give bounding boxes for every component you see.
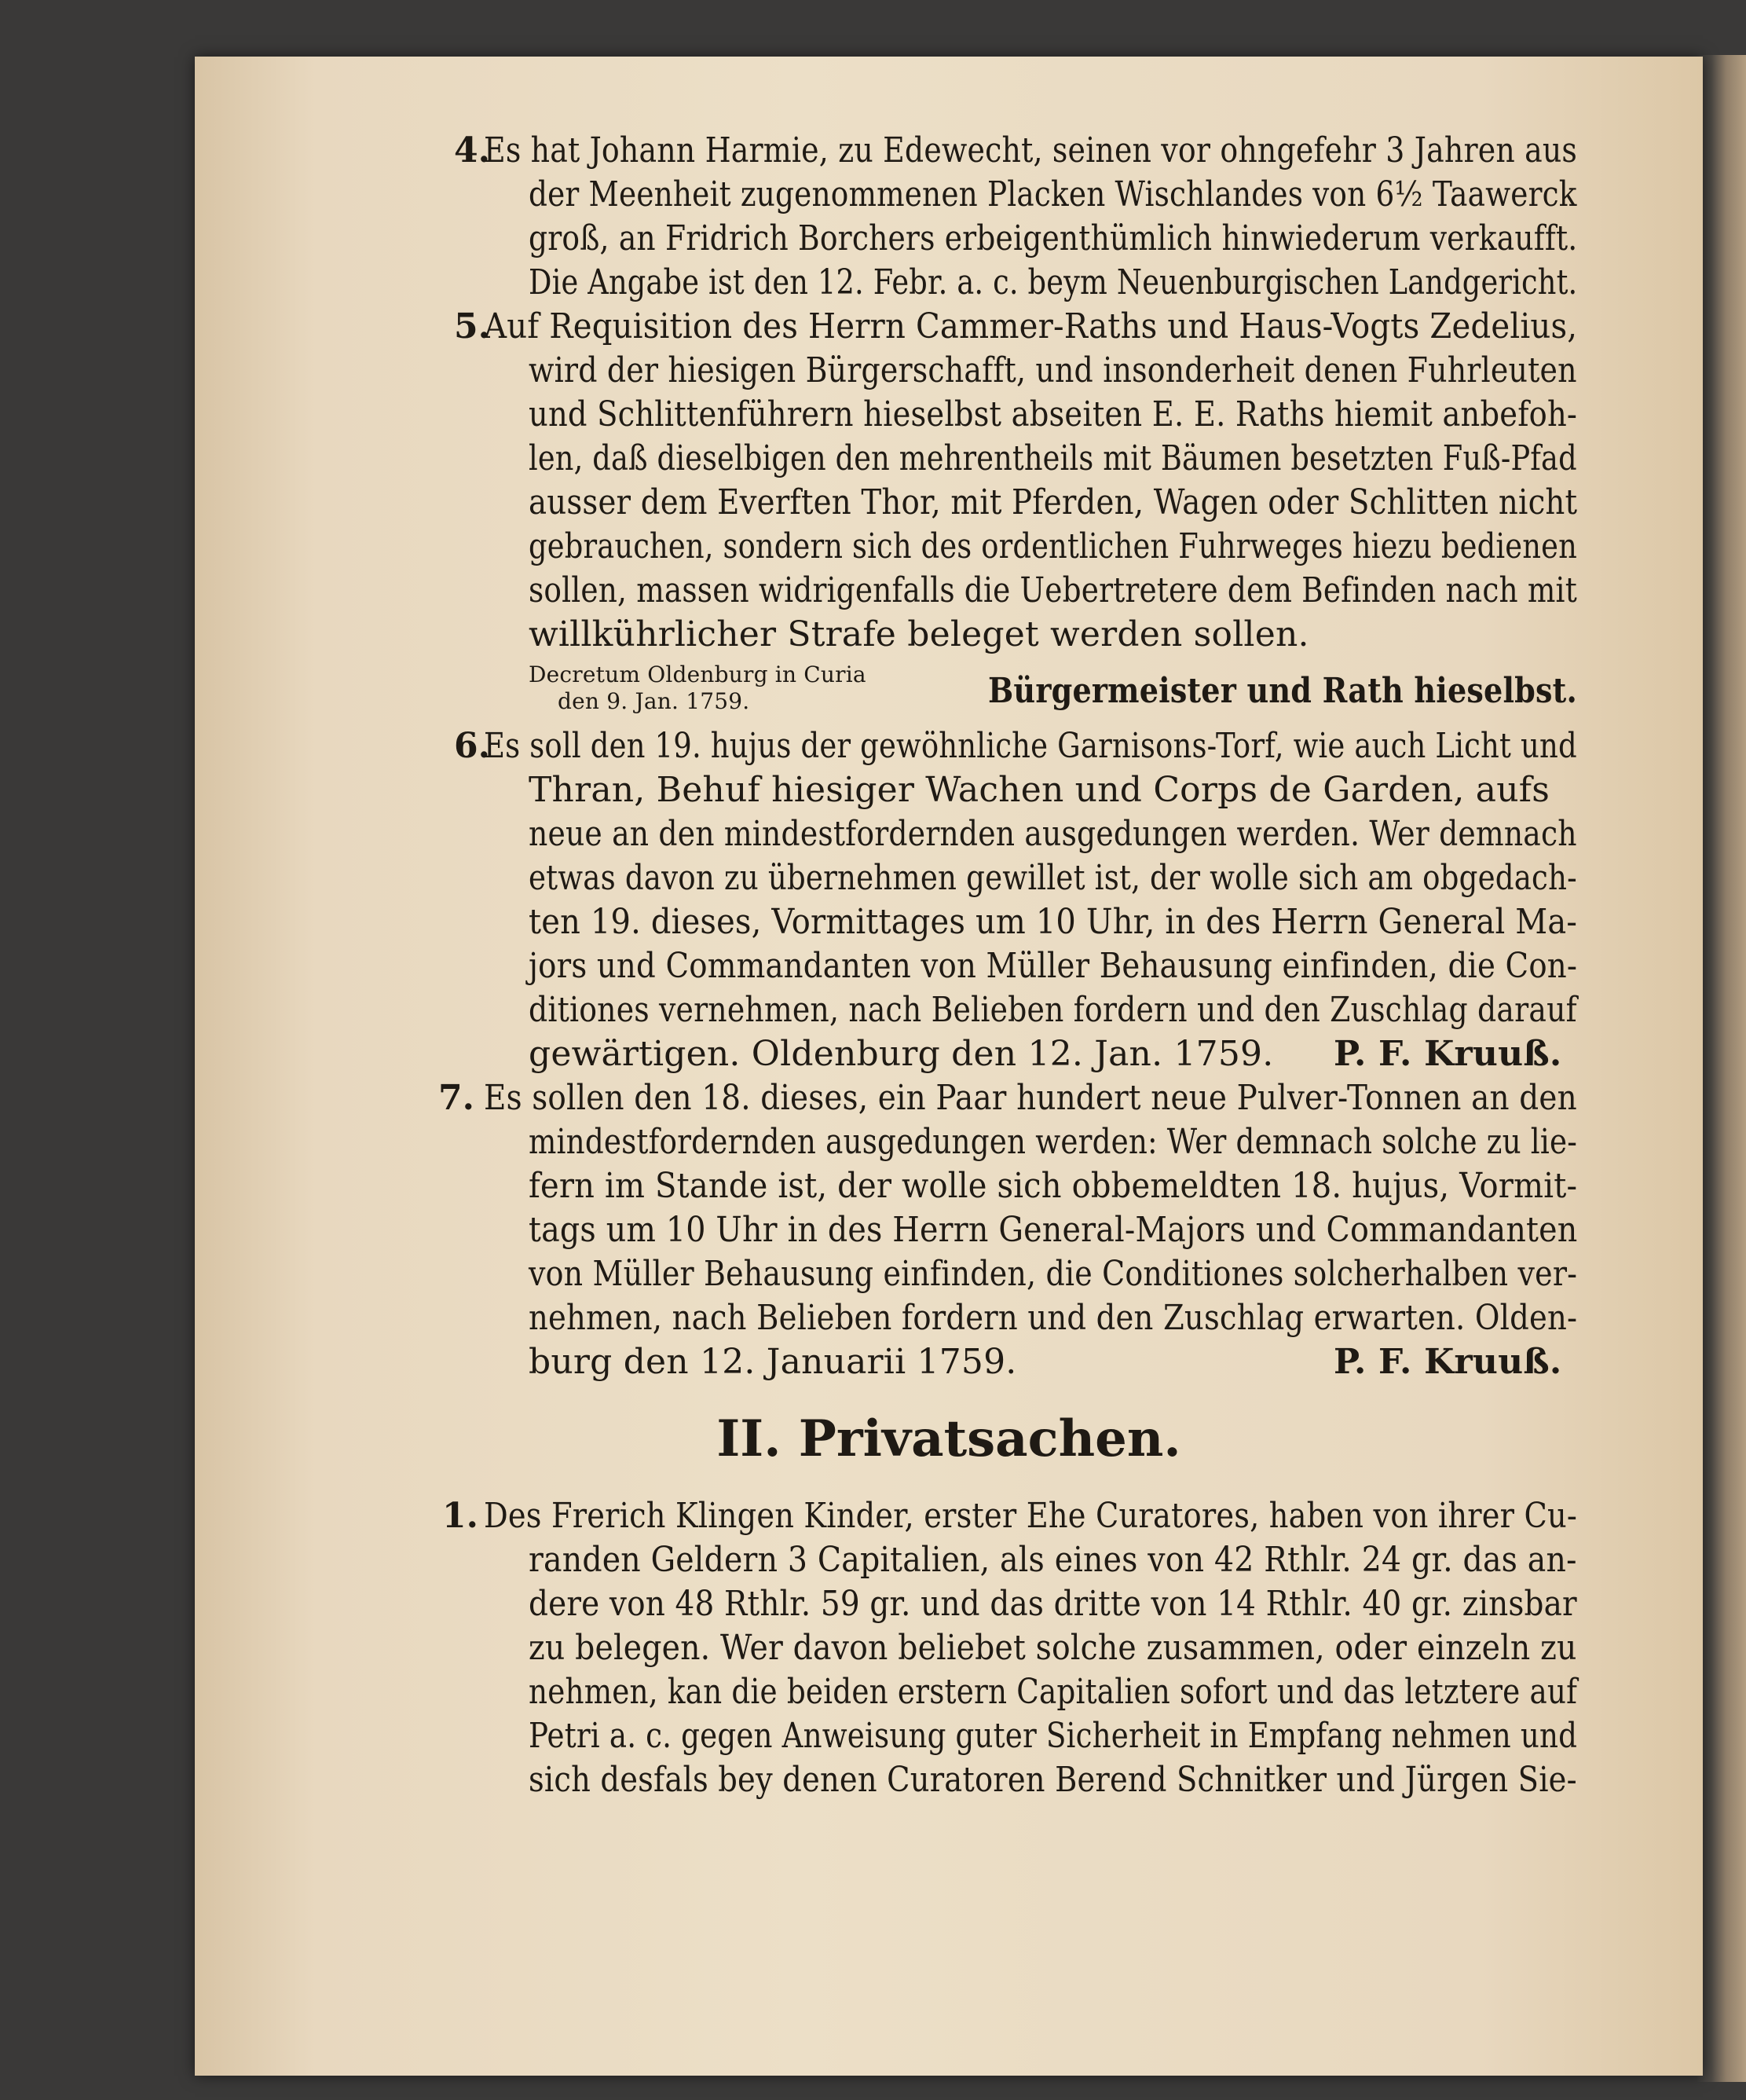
item-number: 4. (454, 130, 490, 170)
page-text (195, 57, 1703, 2076)
item6-line4: etwas davon zu übernehmen gewillet ist, der wolle sich am obgedach- (529, 858, 1577, 898)
item5-line1: Auf Requisition des Herrn Cammer-Raths und Haus-Vogts Zedelius, (484, 306, 1578, 346)
item5-line3: und Schlittenführern hieselbst abseiten E. E. Raths hiemit anbefoh- (529, 394, 1578, 434)
private-item1-line6: Petri a. c. gegen Anweisung guter Sicherheit in Empfang nehmen und (529, 1716, 1578, 1756)
private-item1-line2: randen Geldern 3 Capitalien, als eines von 42 Rthlr. 24 gr. das an- (529, 1540, 1577, 1580)
signature-kruuss: P. F. Kruuß. (1334, 1342, 1562, 1382)
item5-line2: wird der hiesigen Bürgerschafft, und insonderheit denen Fuhrleuten (529, 350, 1577, 390)
document-page (195, 57, 1703, 2076)
private-item1-line5: nehmen, kan die beiden erstern Capitalien sofort und das letztere auf (529, 1672, 1578, 1712)
item6-line8: gewärtigen. Oldenburg den 12. Jan. 1759. (529, 1034, 1274, 1074)
item6-line6: jors und Commandanten von Müller Behausung einfinden, die Con- (529, 946, 1578, 986)
decretum-line1: Decretum Oldenburg in Curia (529, 662, 866, 687)
private-item1-line7: sich desfals bey denen Curatoren Berend Schnitker und Jürgen Sie- (529, 1760, 1577, 1800)
item-number: 1. (442, 1496, 478, 1536)
item5-line7: sollen, massen widrigenfalls die Uebertretere dem Befinden nach mit (529, 570, 1577, 610)
item7-line5: von Müller Behausung einfinden, die Conditiones solcherhalben ver- (529, 1254, 1578, 1294)
item7-line7: burg den 12. Januarii 1759. (529, 1342, 1017, 1382)
private-item1-line3: dere von 48 Rthlr. 59 gr. und das dritte von 14 Rthlr. 40 gr. zinsbar (529, 1584, 1577, 1624)
item6-line7: ditiones vernehmen, nach Belieben fordern und den Zuschlag darauf (529, 990, 1577, 1030)
decretum-line2: den 9. Jan. 1759. (558, 688, 750, 714)
next-page-edge (1697, 55, 1746, 2082)
item4-line4: Die Angabe ist den 12. Febr. a. c. beym Neuenburgischen Landgericht. (529, 262, 1578, 302)
signature-buergermeister: Bürgermeister und Rath hieselbst. (988, 671, 1577, 711)
item4-line1: Es hat Johann Harmie, zu Edewecht, seinen vor ohngefehr 3 Jahren aus (484, 130, 1578, 170)
item6-line3: neue an den mindestfordernden ausgedungen werden. Wer demnach (529, 814, 1577, 854)
item5-line4: len, daß dieselbigen den mehrentheils mit Bäumen besetzten Fuß-Pfad (529, 438, 1577, 478)
item7-line2: mindestfordernden ausgedungen werden: Wer demnach solche zu lie- (529, 1122, 1577, 1162)
item6-line5: ten 19. dieses, Vormittages um 10 Uhr, in des Herrn General Ma- (529, 902, 1578, 942)
item7-line6: nehmen, nach Belieben fordern und den Zuschlag erwarten. Olden- (529, 1298, 1578, 1338)
item-number: 6. (454, 726, 490, 766)
item4-line3: groß, an Fridrich Borchers erbeigenthümlich hinwiederum verkaufft. (529, 218, 1578, 258)
item-number: 5. (454, 306, 490, 346)
item7-line4: tags um 10 Uhr in des Herrn General-Majors und Commandanten (529, 1210, 1578, 1250)
signature-kruuss: P. F. Kruuß. (1334, 1034, 1562, 1074)
item6-line1: Es soll den 19. hujus der gewöhnliche Garnisons-Torf, wie auch Licht und (484, 726, 1577, 766)
item5-line8: willkührlicher Strafe beleget werden sollen. (529, 614, 1309, 654)
private-item1-line4: zu belegen. Wer davon beliebet solche zusammen, oder einzeln zu (529, 1628, 1577, 1668)
item5-line5: ausser dem Everften Thor, mit Pferden, Wagen oder Schlitten nicht (529, 482, 1578, 522)
item6-line2: Thran, Behuf hiesiger Wachen und Corps de Garden, aufs (529, 770, 1550, 810)
item7-line1: Es sollen den 18. dieses, ein Paar hundert neue Pulver-Tonnen an den (484, 1078, 1577, 1118)
item5-line6: gebrauchen, sondern sich des ordentlichen Fuhrweges hiezu bedienen (529, 526, 1577, 566)
section-heading: II. Privatsachen. (716, 1409, 1181, 1468)
private-item1-line1: Des Frerich Klingen Kinder, erster Ehe Curatores, haben von ihrer Cu- (484, 1496, 1577, 1536)
item4-line2: der Meenheit zugenommenen Placken Wischlandes von 6½ Taawerck (529, 174, 1577, 214)
item7-line3: fern im Stande ist, der wolle sich obbemeldten 18. hujus, Vormit- (529, 1166, 1578, 1206)
item-number: 7. (438, 1078, 474, 1118)
